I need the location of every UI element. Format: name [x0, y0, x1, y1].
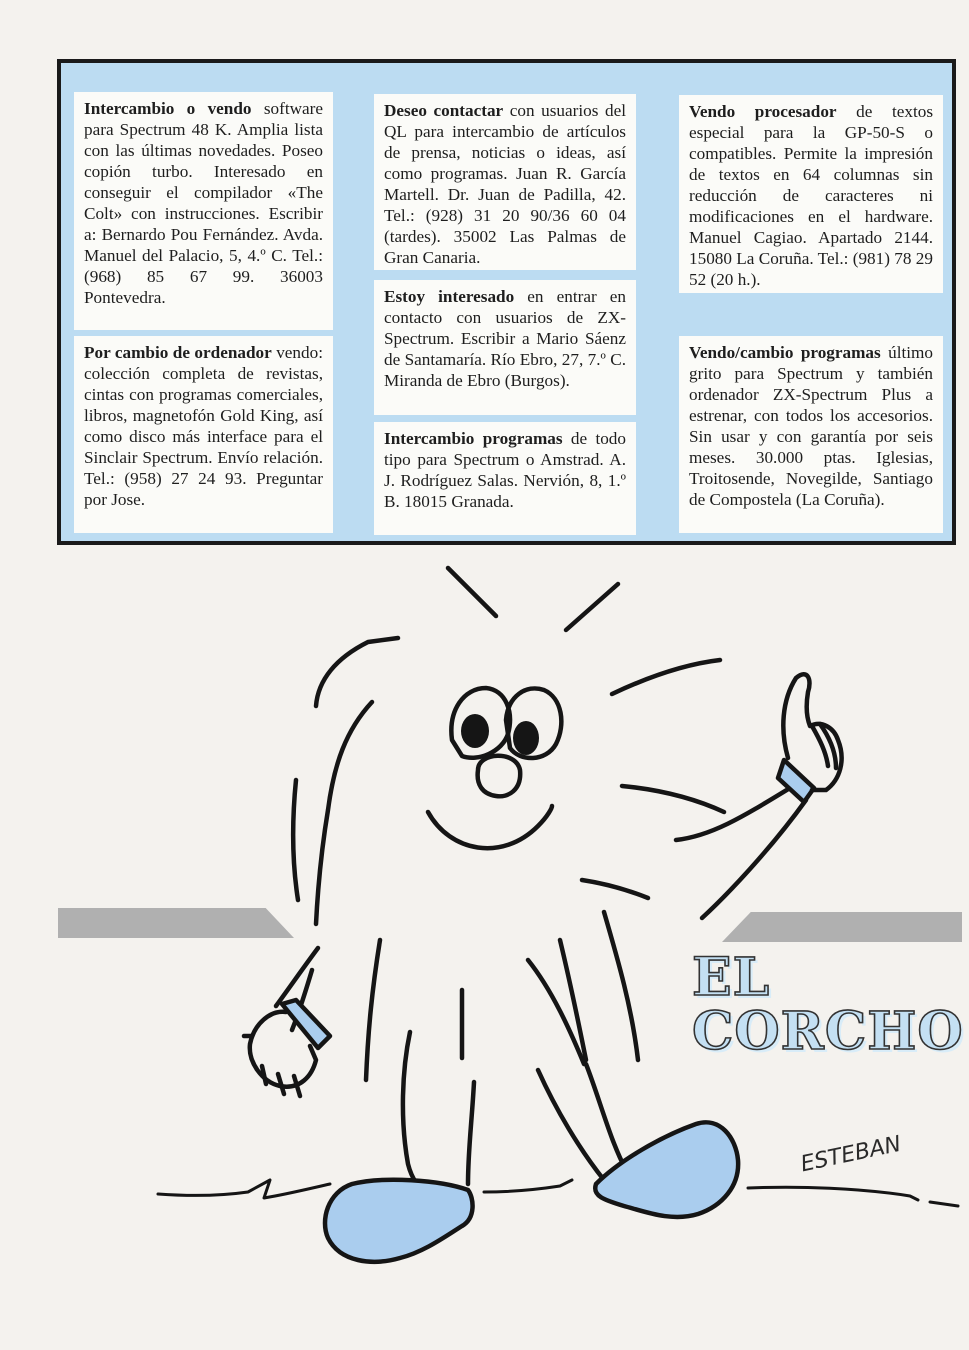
ad-lead: Deseo contactar [384, 101, 504, 120]
body-outline [366, 940, 380, 1080]
ad-lead: Vendo procesador [689, 102, 837, 121]
left-hand-finger [278, 1074, 284, 1094]
ad-body: último grito para Spectrum y también ordenador ZX-Spectrum Plus a estrenar, con todos los accesorios. Sin usar y con garantía por seis meses. 30.000 ptas. Iglesias, Troitosende, Novegilde, Santiago de Compostela (La Coruña). [689, 343, 933, 509]
motion-line [566, 584, 618, 630]
ad-body: en entrar en contacto con usuarios de ZX-Spectrum. Escribir a Mario Sáenz de Santamaría. Río Ebro, 27, 7.º C. Miranda de Ebro (Burgos). [384, 287, 626, 390]
right-shoe [595, 1122, 738, 1217]
motion-line [622, 786, 724, 812]
artist-signature: ESTEBAN [798, 1131, 904, 1178]
right-arm [676, 788, 790, 840]
ad-lead: Intercambio o vendo [84, 99, 252, 118]
motion-line [316, 638, 398, 706]
ad-body: software para Spectrum 48 K. Amplia lista con las últimas novedades. Poseo copión turbo. Interesado en conseguir el compilador «The Colt» con instrucciones. Escribir a: Bernardo Pou Fernández. Avda. Manuel del Palacio, 5, 4.º C. Tel.: (968) 85 67 99. 36003 Pontevedra. [84, 99, 323, 307]
right-pupil [513, 721, 539, 755]
left-cuff [282, 1000, 330, 1048]
left-hand-finger [262, 1066, 266, 1084]
ad-lead: Por cambio de ordenador [84, 343, 272, 362]
motion-line [582, 880, 648, 898]
motion-line [612, 660, 720, 694]
ground-line [158, 1180, 330, 1198]
right-arm [702, 800, 806, 918]
section-title-line-1: EL [692, 947, 771, 1008]
left-pupil [461, 714, 489, 748]
mouth [428, 806, 552, 848]
motion-line [448, 568, 496, 616]
ad-lead: Estoy interesado [384, 287, 515, 306]
ad-body: con usuarios del QL para intercambio de artículos de prensa, noticias o ideas, así como programas. Juan R. García Martell. Dr. Juan de Padilla, 42. Tel.: (928) 31 20 90/36 60 04 (tardes). 35002 Las Palmas de Gran Canaria. [384, 101, 626, 267]
ground-line [748, 1187, 918, 1200]
right-cuff [778, 760, 814, 802]
ad-body: de todo tipo para Spectrum o Amstrad. A. J. Rodríguez Salas. Nervión, 8, 1.º B. 18015 Granada. [384, 429, 626, 511]
ad-lead: Intercambio programas [384, 429, 563, 448]
ad-body: de textos especial para la GP-50-S o compatibles. Permite la impresión de textos en 64 columnas sin reducción de caracteres ni modificaciones en el hardware. Manuel Cagiao. Apartado 2144. 15080 La Coruña. Tel.: (981) 78 29 52 (20 h.). [689, 102, 934, 289]
nose [478, 756, 521, 797]
body-outline [316, 702, 372, 924]
body-outline [293, 780, 298, 900]
section-title-line-2: CORCHO [692, 1001, 964, 1062]
body-outline [604, 912, 638, 1060]
ad-lead: Vendo/cambio programas [689, 343, 881, 362]
ground-line [930, 1202, 958, 1206]
ground-line [484, 1180, 572, 1192]
ad-body: vendo: colección completa de revistas, cintas con programas comerciales, libros, magnetofón Gold King, así como disco más interface para el Sinclair Spectrum. Envío relación. Tel.: (958) 27 24 93. Preguntar por Jose. [84, 343, 323, 509]
left-leg [403, 1032, 430, 1196]
left-shoe [325, 1180, 473, 1262]
right-leg [586, 1064, 626, 1170]
left-hand-finger [294, 1076, 300, 1096]
left-leg [468, 1082, 474, 1184]
